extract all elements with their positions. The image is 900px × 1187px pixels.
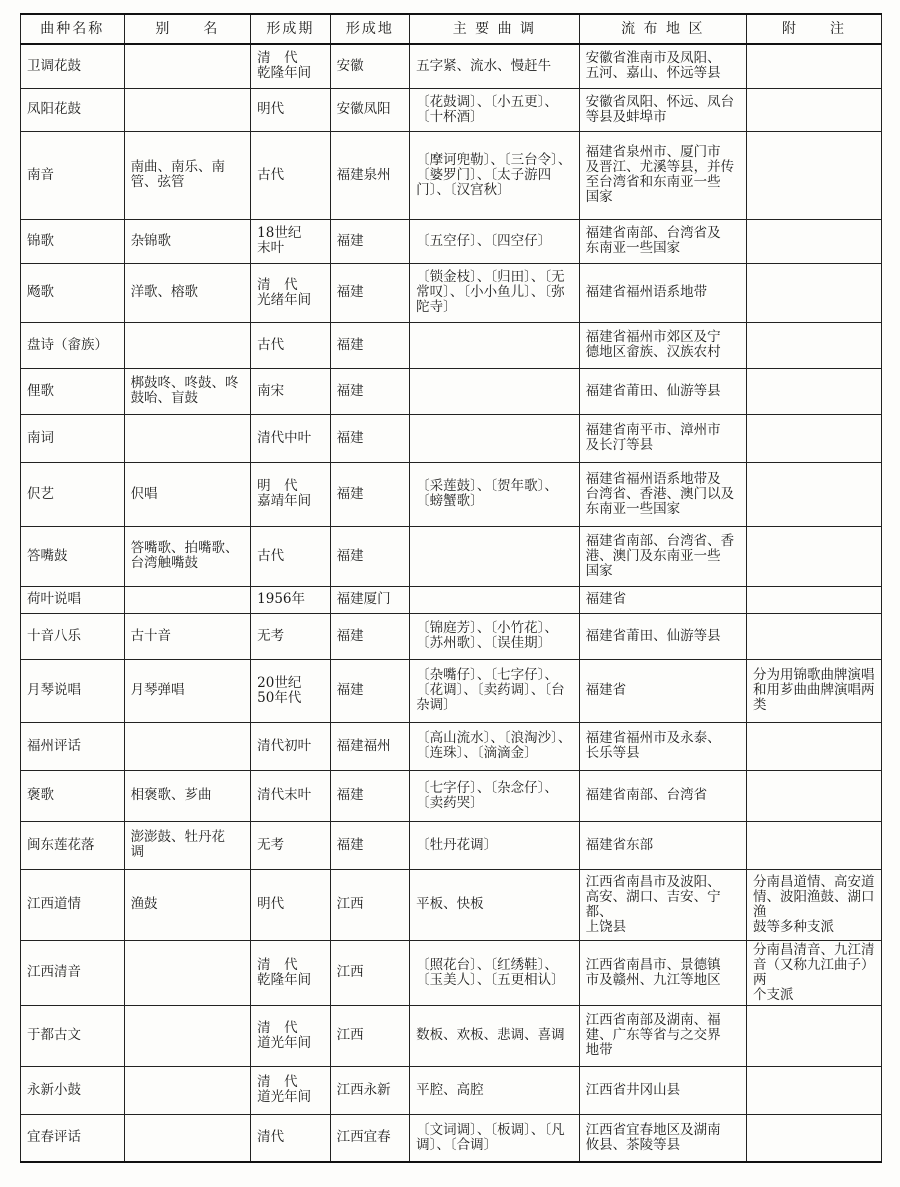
table-row — [21, 613, 882, 659]
cell-period: 古代 — [251, 131, 331, 219]
cell-name: 盘诗（畲族） — [21, 322, 125, 368]
header-notes: 附 注 — [746, 14, 881, 44]
cell-alias — [124, 940, 251, 1005]
cell-region: 福建省福州市及永泰、 长乐等县 — [579, 722, 746, 770]
table-body — [21, 44, 882, 1162]
cell-period: 清代中叶 — [251, 414, 331, 462]
cell-notes — [746, 1066, 881, 1114]
cell-period: 1956年 — [251, 586, 331, 613]
cell-alias — [124, 1005, 251, 1066]
cell-name: 荷叶说唱 — [21, 586, 125, 613]
cell-name: 十音八乐 — [21, 613, 125, 659]
cell-region: 安徽省淮南市及凤阳、 五河、嘉山、怀远等县 — [579, 44, 746, 88]
cell-period: 清 代 光绪年间 — [251, 263, 331, 322]
cell-notes — [746, 462, 881, 526]
cell-alias: 梆鼓咚、咚鼓、咚 鼓咍、盲鼓 — [124, 368, 251, 414]
cell-region: 福建省福州语系地带 — [579, 263, 746, 322]
cell-name: 飏歌 — [21, 263, 125, 322]
cell-alias: 洋歌、榕歌 — [124, 263, 251, 322]
cell-place: 安徽凤阳 — [330, 88, 410, 131]
cell-notes: 分南昌道情、高安道 情、波阳渔鼓、湖口渔 鼓等多种支派 — [746, 869, 881, 940]
cell-alias: 杂锦歌 — [124, 219, 251, 263]
cell-place: 福建 — [330, 770, 410, 821]
cell-name: 卫调花鼓 — [21, 44, 125, 88]
cell-period: 18世纪 末叶 — [251, 219, 331, 263]
table-row — [21, 88, 882, 131]
cell-alias — [124, 586, 251, 613]
cell-period: 古代 — [251, 526, 331, 586]
cell-region: 福建省 — [579, 659, 746, 722]
quyi-table — [20, 13, 882, 1163]
cell-period: 清 代 道光年间 — [251, 1066, 331, 1114]
cell-alias: 古十音 — [124, 613, 251, 659]
cell-period: 明代 — [251, 869, 331, 940]
cell-place: 福建 — [330, 613, 410, 659]
cell-tunes: 〔采莲鼓〕、〔贺年歌〕、 〔螃蟹歌〕 — [410, 462, 579, 526]
cell-tunes: 〔摩诃兜勒〕、〔三台令〕、 〔婆罗门〕、〔太子游四 门〕、〔汉宫秋〕 — [410, 131, 579, 219]
cell-region: 福建省南平市、漳州市 及长汀等县 — [579, 414, 746, 462]
cell-place: 江西 — [330, 1005, 410, 1066]
cell-notes — [746, 821, 881, 869]
header-period: 形成期 — [251, 14, 331, 44]
cell-region: 江西省井冈山县 — [579, 1066, 746, 1114]
cell-notes: 分南昌清音、九江清 音（又称九江曲子）两 个支派 — [746, 940, 881, 1005]
cell-tunes: 数板、欢板、悲调、喜调 — [410, 1005, 579, 1066]
cell-region: 福建省南部、台湾省及 东南亚一些国家 — [579, 219, 746, 263]
cell-name: 于都古文 — [21, 1005, 125, 1066]
cell-tunes — [410, 368, 579, 414]
cell-place: 福建福州 — [330, 722, 410, 770]
cell-period: 无考 — [251, 613, 331, 659]
cell-alias — [124, 322, 251, 368]
table-row — [21, 44, 882, 88]
cell-name: 褒歌 — [21, 770, 125, 821]
cell-place: 福建 — [330, 526, 410, 586]
cell-name: 福州评话 — [21, 722, 125, 770]
cell-alias: 南曲、南乐、南 管、弦管 — [124, 131, 251, 219]
header-name: 曲种名称 — [21, 14, 125, 44]
cell-name: 凤阳花鼓 — [21, 88, 125, 131]
cell-place: 福建 — [330, 322, 410, 368]
cell-place: 福建 — [330, 821, 410, 869]
cell-notes — [746, 88, 881, 131]
header-region: 流 布 地 区 — [579, 14, 746, 44]
cell-notes — [746, 526, 881, 586]
header-tunes: 主 要 曲 调 — [410, 14, 579, 44]
cell-tunes: 平腔、高腔 — [410, 1066, 579, 1114]
cell-region: 福建省莆田、仙游等县 — [579, 613, 746, 659]
cell-name: 江西清音 — [21, 940, 125, 1005]
cell-tunes: 〔文词调〕、〔板调〕、〔凡 调〕、〔合调〕 — [410, 1114, 579, 1162]
cell-tunes: 〔五空仔〕、〔四空仔〕 — [410, 219, 579, 263]
cell-tunes — [410, 414, 579, 462]
cell-period: 20世纪 50年代 — [251, 659, 331, 722]
cell-region: 福建省 — [579, 586, 746, 613]
cell-alias: 渔鼓 — [124, 869, 251, 940]
table-row — [21, 821, 882, 869]
cell-region: 福建省福州语系地带及 台湾省、香港、澳门以及 东南亚一些国家 — [579, 462, 746, 526]
cell-notes — [746, 1005, 881, 1066]
cell-period: 南宋 — [251, 368, 331, 414]
cell-region: 福建省福州市郊区及宁 德地区畲族、汉族农村 — [579, 322, 746, 368]
cell-alias — [124, 1066, 251, 1114]
cell-name: 锦歌 — [21, 219, 125, 263]
cell-place: 福建 — [330, 263, 410, 322]
cell-period: 明 代 嘉靖年间 — [251, 462, 331, 526]
cell-period: 清 代 道光年间 — [251, 1005, 331, 1066]
header-place: 形成地 — [330, 14, 410, 44]
table-row — [21, 526, 882, 586]
cell-place: 福建 — [330, 414, 410, 462]
cell-notes: 分为用锦歌曲牌演唱 和用芗曲曲牌演唱两 类 — [746, 659, 881, 722]
cell-alias — [124, 1114, 251, 1162]
cell-region: 安徽省凤阳、怀远、凤台 等县及蚌埠市 — [579, 88, 746, 131]
cell-tunes: 〔七字仔〕、〔杂念仔〕、 〔卖药哭〕 — [410, 770, 579, 821]
cell-region: 江西省南昌市及波阳、 高安、湖口、吉安、宁都、 上饶县 — [579, 869, 746, 940]
cell-place: 福建厦门 — [330, 586, 410, 613]
cell-tunes: 平板、快板 — [410, 869, 579, 940]
cell-place: 福建 — [330, 462, 410, 526]
table-row — [21, 940, 882, 1005]
cell-period: 清 代 乾隆年间 — [251, 940, 331, 1005]
cell-name: 南词 — [21, 414, 125, 462]
cell-tunes: 〔杂嘴仔〕、〔七字仔〕、 〔花调〕、〔卖药调〕、〔台 杂调〕 — [410, 659, 579, 722]
cell-tunes — [410, 526, 579, 586]
cell-name: 俚歌 — [21, 368, 125, 414]
cell-period: 清代初叶 — [251, 722, 331, 770]
cell-region: 福建省南部、台湾省 — [579, 770, 746, 821]
cell-tunes: 〔高山流水〕、〔浪淘沙〕、 〔连珠〕、〔滴滴金〕 — [410, 722, 579, 770]
cell-name: 月琴说唱 — [21, 659, 125, 722]
cell-region: 福建省南部、台湾省、香 港、澳门及东南亚一些 国家 — [579, 526, 746, 586]
cell-tunes: 五字紧、流水、慢赶牛 — [410, 44, 579, 88]
table-page — [20, 13, 882, 1163]
cell-region: 福建省泉州市、厦门市 及晋江、尤溪等县，并传 至台湾省和东南亚一些 国家 — [579, 131, 746, 219]
cell-place: 福建 — [330, 659, 410, 722]
cell-alias — [124, 44, 251, 88]
header-row — [21, 14, 882, 44]
cell-tunes: 〔牡丹花调〕 — [410, 821, 579, 869]
table-row — [21, 414, 882, 462]
cell-period: 清代 — [251, 1114, 331, 1162]
cell-place: 福建 — [330, 219, 410, 263]
cell-notes — [746, 44, 881, 88]
cell-notes — [746, 414, 881, 462]
cell-alias: 答嘴歌、拍嘴歌、 台湾触嘴鼓 — [124, 526, 251, 586]
cell-notes — [746, 770, 881, 821]
cell-alias: 相褒歌、芗曲 — [124, 770, 251, 821]
table-row — [21, 869, 882, 940]
cell-notes — [746, 131, 881, 219]
cell-notes — [746, 263, 881, 322]
cell-alias: 月琴弹唱 — [124, 659, 251, 722]
table-row — [21, 770, 882, 821]
table-row — [21, 263, 882, 322]
cell-name: 闽东莲花落 — [21, 821, 125, 869]
cell-tunes — [410, 322, 579, 368]
cell-place: 江西 — [330, 869, 410, 940]
cell-notes — [746, 322, 881, 368]
cell-alias: 伬唱 — [124, 462, 251, 526]
table-row — [21, 1066, 882, 1114]
cell-period: 清代末叶 — [251, 770, 331, 821]
cell-alias — [124, 722, 251, 770]
table-row — [21, 131, 882, 219]
cell-region: 江西省南昌市、景德镇 市及赣州、九江等地区 — [579, 940, 746, 1005]
cell-tunes — [410, 586, 579, 613]
cell-place: 福建 — [330, 368, 410, 414]
cell-notes — [746, 368, 881, 414]
cell-name: 伬艺 — [21, 462, 125, 526]
cell-notes — [746, 586, 881, 613]
table-row — [21, 1114, 882, 1162]
table-row — [21, 322, 882, 368]
cell-period: 无考 — [251, 821, 331, 869]
cell-name: 永新小鼓 — [21, 1066, 125, 1114]
cell-tunes: 〔锦庭芳〕、〔小竹花〕、 〔苏州歌〕、〔误佳期〕 — [410, 613, 579, 659]
cell-place: 江西宜春 — [330, 1114, 410, 1162]
cell-alias — [124, 414, 251, 462]
cell-place: 安徽 — [330, 44, 410, 88]
table-row — [21, 1005, 882, 1066]
cell-name: 答嘴鼓 — [21, 526, 125, 586]
table-row — [21, 722, 882, 770]
cell-period: 清 代 乾隆年间 — [251, 44, 331, 88]
cell-place: 江西 — [330, 940, 410, 1005]
cell-name: 南音 — [21, 131, 125, 219]
cell-name: 江西道情 — [21, 869, 125, 940]
cell-region: 福建省东部 — [579, 821, 746, 869]
cell-alias — [124, 88, 251, 131]
cell-region: 福建省莆田、仙游等县 — [579, 368, 746, 414]
cell-period: 明代 — [251, 88, 331, 131]
header-alias: 别 名 — [124, 14, 251, 44]
cell-notes — [746, 1114, 881, 1162]
cell-notes — [746, 722, 881, 770]
table-row — [21, 462, 882, 526]
cell-place: 福建泉州 — [330, 131, 410, 219]
cell-notes — [746, 613, 881, 659]
cell-region: 江西省宜春地区及湖南 攸县、茶陵等县 — [579, 1114, 746, 1162]
table-row — [21, 659, 882, 722]
table-row — [21, 368, 882, 414]
table-row — [21, 586, 882, 613]
cell-tunes: 〔花鼓调〕、〔小五更〕、 〔十杯酒〕 — [410, 88, 579, 131]
cell-alias: 澎澎鼓、牡丹花 调 — [124, 821, 251, 869]
cell-notes — [746, 219, 881, 263]
cell-name: 宜春评话 — [21, 1114, 125, 1162]
cell-tunes: 〔锁金枝〕、〔归田〕、〔无 常叹〕、〔小小鱼儿〕、〔弥 陀寺〕 — [410, 263, 579, 322]
cell-period: 古代 — [251, 322, 331, 368]
cell-place: 江西永新 — [330, 1066, 410, 1114]
cell-region: 江西省南部及湖南、福 建、广东等省与之交界 地带 — [579, 1005, 746, 1066]
table-row — [21, 219, 882, 263]
cell-tunes: 〔照花台〕、〔红绣鞋〕、 〔玉美人〕、〔五更相认〕 — [410, 940, 579, 1005]
